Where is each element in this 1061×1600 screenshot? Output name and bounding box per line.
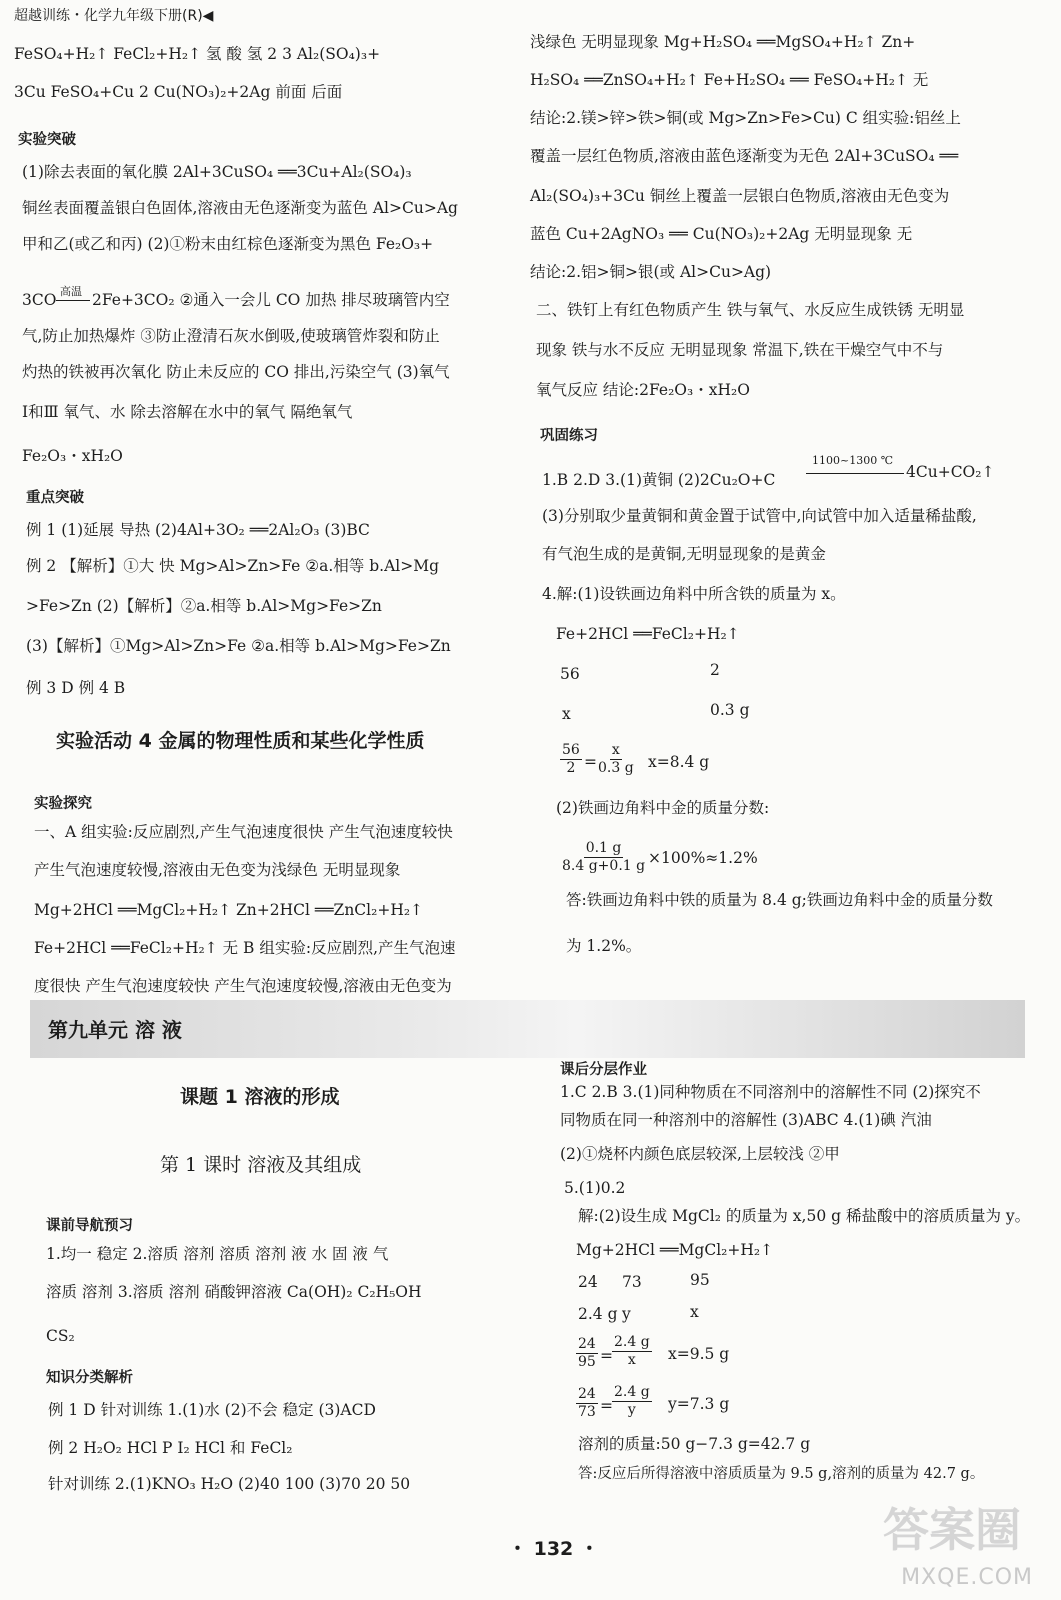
fraction: $\frac{24}{73}$	[578, 1386, 596, 1420]
equation-left: 3CO	[22, 291, 57, 309]
answer-line: 氧气反应 结论:2Fe₂O₃・xH₂O	[536, 381, 750, 399]
running-header: 超越训练・化学九年级下册(R)◀	[14, 8, 214, 24]
answer-line: 结论:2.镁>锌>铁>铜(或 Mg>Zn>Fe>Cu) C 组实验:铝丝上	[530, 109, 961, 127]
section-heading: 知识分类解析	[46, 1370, 133, 1386]
answer-line: Fe+2HCl ══FeCl₂+H₂↑ 无 B 组实验:反应剧烈,产生气泡速	[34, 939, 456, 957]
section-heading: 课后分层作业	[560, 1062, 647, 1078]
answer-line: 溶质 溶剂 3.溶质 溶剂 硝酸钾溶液 Ca(OH)₂ C₂H₅OH	[46, 1283, 422, 1301]
result: x=8.4 g	[648, 753, 710, 771]
unit-title: 第九单元 溶 液	[48, 1018, 182, 1042]
fraction: $\frac{2.4 g}{x}$	[614, 1334, 650, 1368]
answer-line: 4Cu+CO₂↑	[906, 463, 995, 481]
molar-mass: 2	[710, 661, 720, 679]
unit-banner	[30, 1000, 1025, 1058]
fraction: $\frac{x}{0.3 g}$	[598, 742, 634, 776]
equals-sign: =	[600, 1397, 613, 1415]
reaction-condition: 1100~1300 ℃	[812, 454, 894, 467]
molar-mass: 24	[578, 1273, 598, 1291]
answer-line: >Fe>Zn (2)【解析】②a.相等 b.Al>Mg>Fe>Zn	[26, 597, 382, 615]
reaction-condition: 高温	[60, 285, 82, 298]
equation: Mg+2HCl ══MgCl₂+H₂↑	[576, 1241, 774, 1259]
answer-line: 5.(1)0.2	[564, 1179, 626, 1197]
answer-line: 溶剂的质量:50 g−7.3 g=42.7 g	[578, 1435, 811, 1453]
section-heading: 巩固练习	[540, 428, 598, 444]
answer-line: 度很快 产生气泡速度较快 产生气泡速度较慢,溶液由无色变为	[34, 977, 452, 995]
molar-mass: 56	[560, 665, 580, 683]
answer-line: 3Cu FeSO₄+Cu 2 Cu(NO₃)₂+2Ag 前面 后面	[14, 83, 343, 101]
fraction: $\frac{0.1 g}{8.4 g+0.1 g}$	[562, 840, 646, 874]
answer-line: Ⅰ和Ⅲ 氧气、水 除去溶解在水中的氧气 隔绝氧气	[22, 403, 353, 421]
result: y=7.3 g	[668, 1395, 730, 1413]
answer-line: 灼热的铁被再次氧化 防止未反应的 CO 排出,污染空气 (3)氧气	[22, 363, 450, 381]
answer-line: 同物质在同一种溶剂中的溶解性 (3)ABC 4.(1)碘 汽油	[560, 1111, 932, 1129]
answer-line: 针对训练 2.(1)KNO₃ H₂O (2)40 100 (3)70 20 50	[48, 1475, 411, 1493]
section-heading: 实验探究	[34, 796, 92, 812]
answer-line: 现象 铁与水不反应 无明显现象 常温下,铁在干燥空气中不与	[536, 341, 944, 359]
unknown-mass: x	[690, 1303, 699, 1321]
fraction: $\frac{56}{2}$	[562, 742, 580, 776]
answer-line: 例 1 D 针对训练 1.(1)水 (2)不会 稳定 (3)ACD	[48, 1401, 376, 1419]
page-number: ・ 132 ・	[508, 1538, 599, 1560]
answer-line: 例 3 D 例 4 B	[26, 679, 126, 697]
equals-sign: =	[584, 753, 597, 771]
answer-line: 产生气泡速度较慢,溶液由无色变为浅绿色 无明显现象	[34, 861, 401, 879]
section-heading: 重点突破	[26, 490, 84, 506]
answer-line: 一、A 组实验:反应剧烈,产生气泡速度很快 产生气泡速度较快	[34, 823, 453, 841]
answer-line: Mg+2HCl ══MgCl₂+H₂↑ Zn+2HCl ══ZnCl₂+H₂↑	[34, 901, 424, 919]
equals-sign: =	[600, 1347, 613, 1365]
answer-line: (3)分别取少量黄铜和黄金置于试管中,向试管中加入适量稀盐酸,	[542, 507, 977, 525]
answer-line: (2)①烧杯内颜色底层较深,上层较浅 ②甲	[560, 1145, 840, 1163]
answer-line: H₂SO₄ ══ZnSO₄+H₂↑ Fe+H₂SO₄ ══ FeSO₄+H₂↑ 无	[530, 71, 929, 89]
molar-mass: 95	[690, 1271, 710, 1289]
answer-line: 甲和乙(或乙和丙) (2)①粉末由红棕色逐渐变为黑色 Fe₂O₃+	[22, 235, 434, 253]
fraction: $\frac{2.4 g}{y}$	[614, 1384, 650, 1418]
answer-line: 结论:2.铝>铜>银(或 Al>Cu>Ag)	[530, 263, 772, 281]
answer-line: 1.均一 稳定 2.溶质 溶剂 溶质 溶剂 液 水 固 液 气	[46, 1245, 389, 1263]
result: ×100%≈1.2%	[648, 849, 758, 867]
answer-line: 二、铁钉上有红色物质产生 铁与氧气、水反应生成铁锈 无明显	[536, 301, 965, 319]
answer-line: 例 1 (1)延展 导热 (2)4Al+3O₂ ══2Al₂O₃ (3)BC	[26, 521, 370, 539]
watermark: MXQE.COM	[901, 1565, 1033, 1590]
answer-line: 答:反应后所得溶液中溶质质量为 9.5 g,溶剂的质量为 42.7 g。	[578, 1466, 985, 1482]
answer-line: CS₂	[46, 1327, 75, 1345]
answer-line: Fe₂O₃・xH₂O	[22, 447, 123, 465]
lesson-title: 课题 1 溶液的形成	[180, 1086, 340, 1108]
reaction-arrow	[56, 300, 90, 301]
answer-line: 气,防止加热爆炸 ③防止澄清石灰水倒吸,使玻璃管炸裂和防止	[22, 327, 440, 345]
answer-line: 1.C 2.B 3.(1)同种物质在不同溶剂中的溶解性不同 (2)探究不	[560, 1083, 981, 1101]
answer-line: 4.解:(1)设铁画边角料中所含铁的质量为 x。	[542, 585, 846, 603]
answer-line: FeSO₄+H₂↑ FeCl₂+H₂↑ 氢 酸 氢 2 3 Al₂(SO₄)₃+	[14, 45, 381, 63]
molar-mass: 73	[622, 1273, 642, 1291]
answer-line: 为 1.2%。	[566, 937, 642, 955]
answer-line: 例 2 H₂O₂ HCl P I₂ HCl 和 FeCl₂	[48, 1439, 293, 1457]
fraction: $\frac{24}{95}$	[578, 1336, 596, 1370]
section-heading: 课前导航预习	[46, 1218, 133, 1234]
known-mass: 0.3 g	[710, 701, 750, 719]
answer-line: (1)除去表面的氧化膜 2Al+3CuSO₄ ══3Cu+Al₂(SO₄)₃	[22, 163, 412, 181]
answer-line: 例 2 【解析】①大 快 Mg>Al>Zn>Fe ②a.相等 b.Al>Mg	[26, 557, 440, 575]
watermark-logo: 答案圈	[883, 1503, 1021, 1557]
unknown-mass: x	[562, 705, 571, 723]
answer-line: 铜丝表面覆盖银白色固体,溶液由无色逐渐变为蓝色 Al>Cu>Ag	[22, 199, 458, 217]
reaction-arrow	[806, 473, 904, 474]
equation: Fe+2HCl ══FeCl₂+H₂↑	[556, 625, 740, 643]
answer-line: (3)【解析】①Mg>Al>Zn>Fe ②a.相等 b.Al>Mg>Fe>Zn	[26, 637, 451, 655]
answer-line: Al₂(SO₄)₃+3Cu 铜丝上覆盖一层银白色物质,溶液由无色变为	[530, 187, 950, 205]
answer-line: 覆盖一层红色物质,溶液由蓝色逐渐变为无色 2Al+3CuSO₄ ══	[530, 147, 959, 165]
answer-line: 有气泡生成的是黄铜,无明显现象的是黄金	[542, 545, 826, 563]
answer-line: 浅绿色 无明显现象 Mg+H₂SO₄ ══MgSO₄+H₂↑ Zn+	[530, 33, 916, 51]
period-title: 第 1 课时 溶液及其组成	[160, 1154, 362, 1176]
answer-line: 答:铁画边角料中铁的质量为 8.4 g;铁画边角料中金的质量分数	[566, 891, 993, 909]
unknown-mass: y	[622, 1305, 631, 1323]
section-heading: 实验突破	[18, 132, 76, 148]
answer-line: 解:(2)设生成 MgCl₂ 的质量为 x,50 g 稀盐酸中的溶质质量为 y。	[578, 1207, 1031, 1225]
activity-title: 实验活动 4 金属的物理性质和某些化学性质	[56, 730, 425, 752]
answer-line: 蓝色 Cu+2AgNO₃ ══ Cu(NO₃)₂+2Ag 无明显现象 无	[530, 225, 913, 243]
answer-line: (2)铁画边角料中金的质量分数:	[556, 799, 770, 817]
result: x=9.5 g	[668, 1345, 730, 1363]
known-mass: 2.4 g	[578, 1305, 618, 1323]
answer-line: 2Fe+3CO₂ ②通入一会儿 CO 加热 排尽玻璃管内空	[92, 291, 450, 309]
answer-line: 1.B 2.D 3.(1)黄铜 (2)2Cu₂O+C	[542, 471, 776, 489]
